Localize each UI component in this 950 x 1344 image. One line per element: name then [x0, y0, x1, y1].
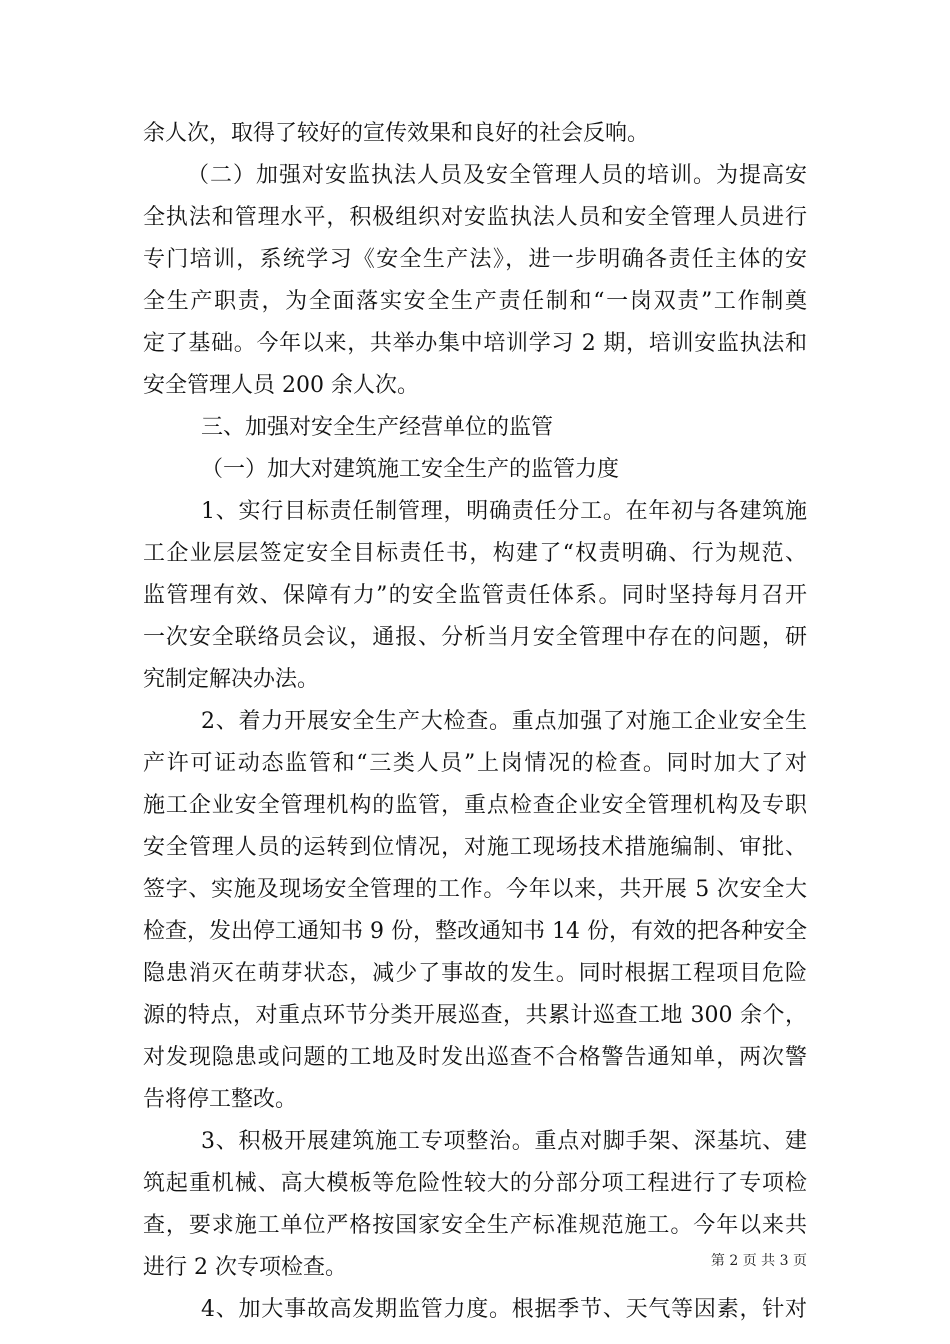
text-line: 筑起重机械、高大模板等危险性较大的分部分项工程进行了专项检 — [143, 1171, 807, 1196]
text-line: 1、实行目标责任制管理，明确责任分工。在年初与各建筑施 — [201, 499, 807, 524]
text-line: 三、加强对安全生产经营单位的监管 — [201, 415, 554, 440]
text-line: 安全管理人员的运转到位情况，对施工现场技术措施编制、审批、 — [143, 835, 807, 860]
text-line: 对发现隐患或问题的工地及时发出巡查不合格警告通知单，两次警 — [143, 1045, 807, 1070]
text-line: 安全管理人员 200 余人次。 — [143, 373, 419, 398]
text-line: 源的特点，对重点环节分类开展巡查，共累计巡查工地 300 余个， — [143, 1003, 807, 1028]
text-line: 定了基础。今年以来，共举办集中培训学习 2 期，培训安监执法和 — [143, 331, 807, 356]
text-line: 全生产职责，为全面落实安全生产责任制和“一岗双责”工作制奠 — [143, 289, 807, 314]
text-line: 专门培训，系统学习《安全生产法》，进一步明确各责任主体的安 — [143, 247, 807, 272]
text-line: 一次安全联络员会议，通报、分析当月安全管理中存在的问题，研 — [143, 625, 807, 650]
text-line: 余人次，取得了较好的宣传效果和良好的社会反响。 — [143, 121, 650, 146]
text-line: 2、着力开展安全生产大检查。重点加强了对施工企业安全生 — [201, 709, 807, 734]
text-line: 3、积极开展建筑施工专项整治。重点对脚手架、深基坑、建 — [201, 1129, 807, 1154]
text-line: 究制定解决办法。 — [143, 667, 320, 692]
text-line: 工企业层层签定安全目标责任书，构建了“权责明确、行为规范、 — [143, 541, 807, 566]
page-number: 第 2 页 共 3 页 — [710, 1253, 807, 1269]
text-line: 施工企业安全管理机构的监管，重点检查企业安全管理机构及专职 — [143, 793, 807, 818]
text-line: 监管理有效、保障有力”的安全监管责任体系。同时坚持每月召开 — [143, 583, 807, 608]
document-body — [143, 113, 807, 1331]
text-line: 签字、实施及现场安全管理的工作。今年以来，共开展 5 次安全大 — [143, 877, 807, 902]
text-line: 进行 2 次专项检查。 — [143, 1255, 347, 1280]
text-line: 产许可证动态监管和“三类人员”上岗情况的检查。同时加大了对 — [143, 751, 807, 776]
text-line: 查，要求施工单位严格按国家安全生产标准规范施工。今年以来共 — [143, 1213, 807, 1238]
text-line: （二）加强对安监执法人员及安全管理人员的培训。为提高安 — [187, 163, 807, 188]
text-line: 告将停工整改。 — [143, 1087, 298, 1112]
text-line: 隐患消灭在萌芽状态，减少了事故的发生。同时根据工程项目危险 — [143, 961, 807, 986]
text-line: （一）加大对建筑施工安全生产的监管力度 — [201, 457, 620, 482]
text-line: 检查，发出停工通知书 9 份，整改通知书 14 份，有效的把各种安全 — [143, 919, 807, 944]
text-line: 4、加大事故高发期监管力度。根据季节、天气等因素，针对 — [201, 1297, 807, 1322]
text-line: 全执法和管理水平，积极组织对安监执法人员和安全管理人员进行 — [143, 205, 807, 230]
